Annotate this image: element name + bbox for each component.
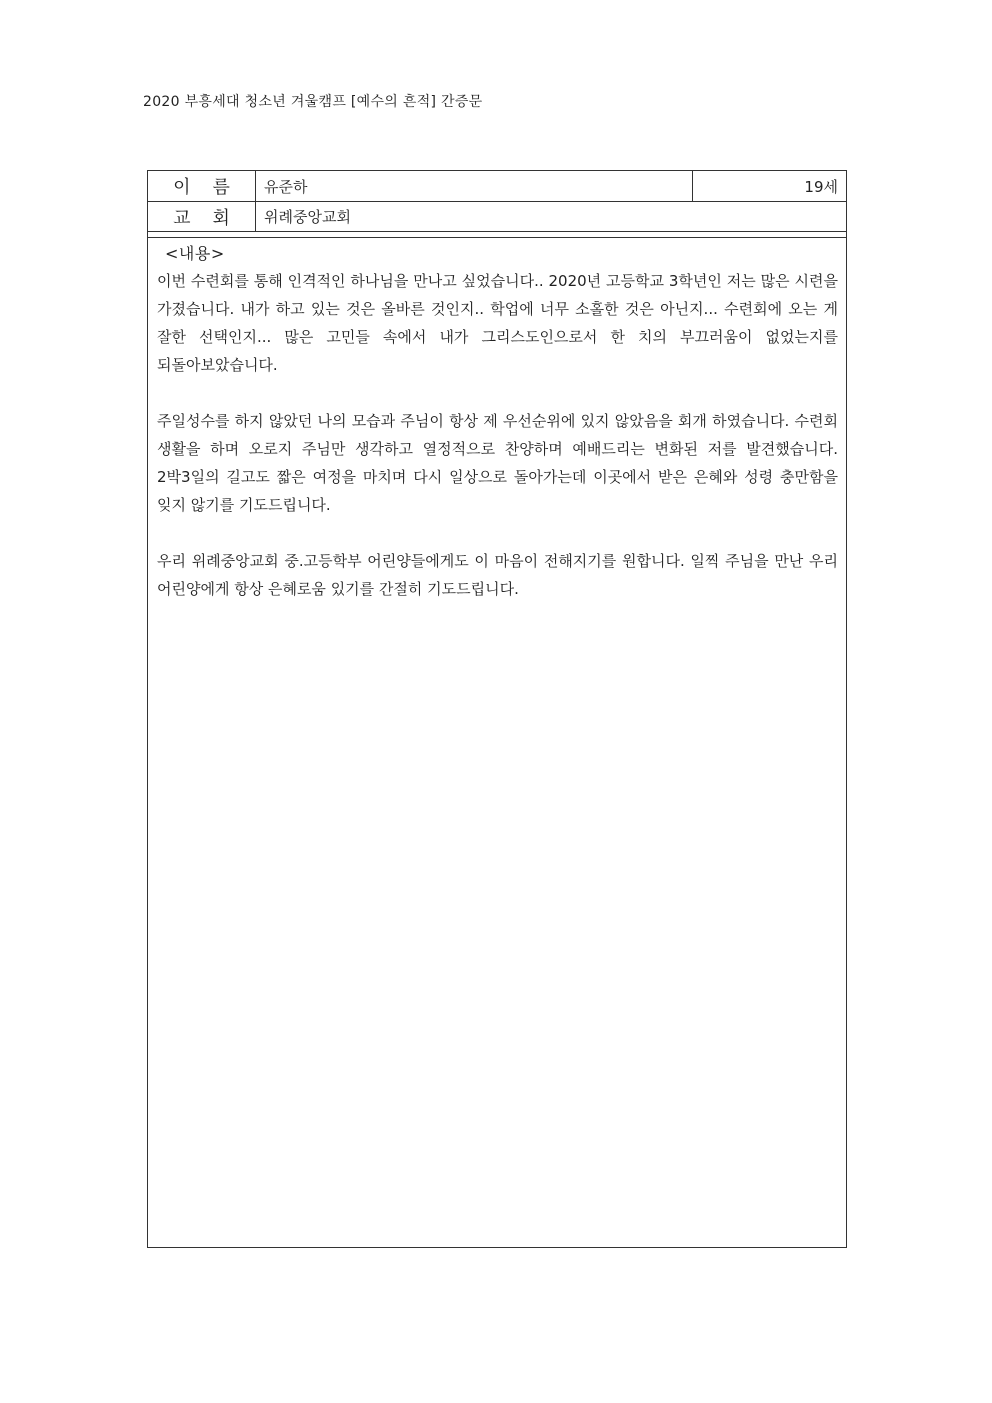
testimony-form bbox=[147, 170, 847, 1248]
divider-row bbox=[148, 232, 846, 238]
paragraph-2: 주일성수를 하지 않았던 나의 모습과 주님이 항상 제 우선순위에 있지 않았음을 회개 하였습니다. 수련회 생활을 하며 오로지 주님만 생각하고 열정적으로 찬양하며 예배드리는 변화된 저를 발견했습니다. 2박3일의 길고도 짧은 여정을 마치며 다시 일상으로 돌아가는데 이곳에서 받은 은혜와 성령 충만함을 잊지 않기를 기도드립니다. bbox=[157, 412, 838, 514]
church-row bbox=[148, 202, 846, 232]
church-label: 교회 bbox=[148, 202, 256, 231]
name-row bbox=[148, 171, 846, 202]
name-value: 유준하 bbox=[256, 171, 693, 201]
age-value: 19세 bbox=[804, 177, 838, 196]
paragraph-1: 이번 수련회를 통해 인격적인 하나님을 만나고 싶었습니다.. 2020년 고등학교 3학년인 저는 많은 시련을 가졌습니다. 내가 하고 있는 것은 올바른 것인지.. 학업에 너무 소홀한 것은 아닌지... 수련회에 오는 게 잘한 선택인지... 많은 고민들 속에서 내가 그리스도인으로서 한 치의 부끄러움이 없었는지를 되돌아보았습니다. bbox=[157, 272, 838, 374]
church-value: 위례중앙교회 bbox=[264, 208, 351, 226]
content-body bbox=[157, 267, 838, 631]
paragraph-3: 우리 위례중앙교회 중.고등학부 어린양들에게도 이 마음이 전해지기를 원합니다. 일찍 주님을 만난 우리 어린양에게 항상 은혜로움 있기를 간절히 기도드립니다. bbox=[157, 552, 838, 598]
document-title: 2020 부흥세대 청소년 겨울캠프 [예수의 흔적] 간증문 bbox=[143, 94, 483, 110]
content-heading: <내용> bbox=[165, 244, 225, 263]
name-label: 이름 bbox=[148, 171, 256, 201]
